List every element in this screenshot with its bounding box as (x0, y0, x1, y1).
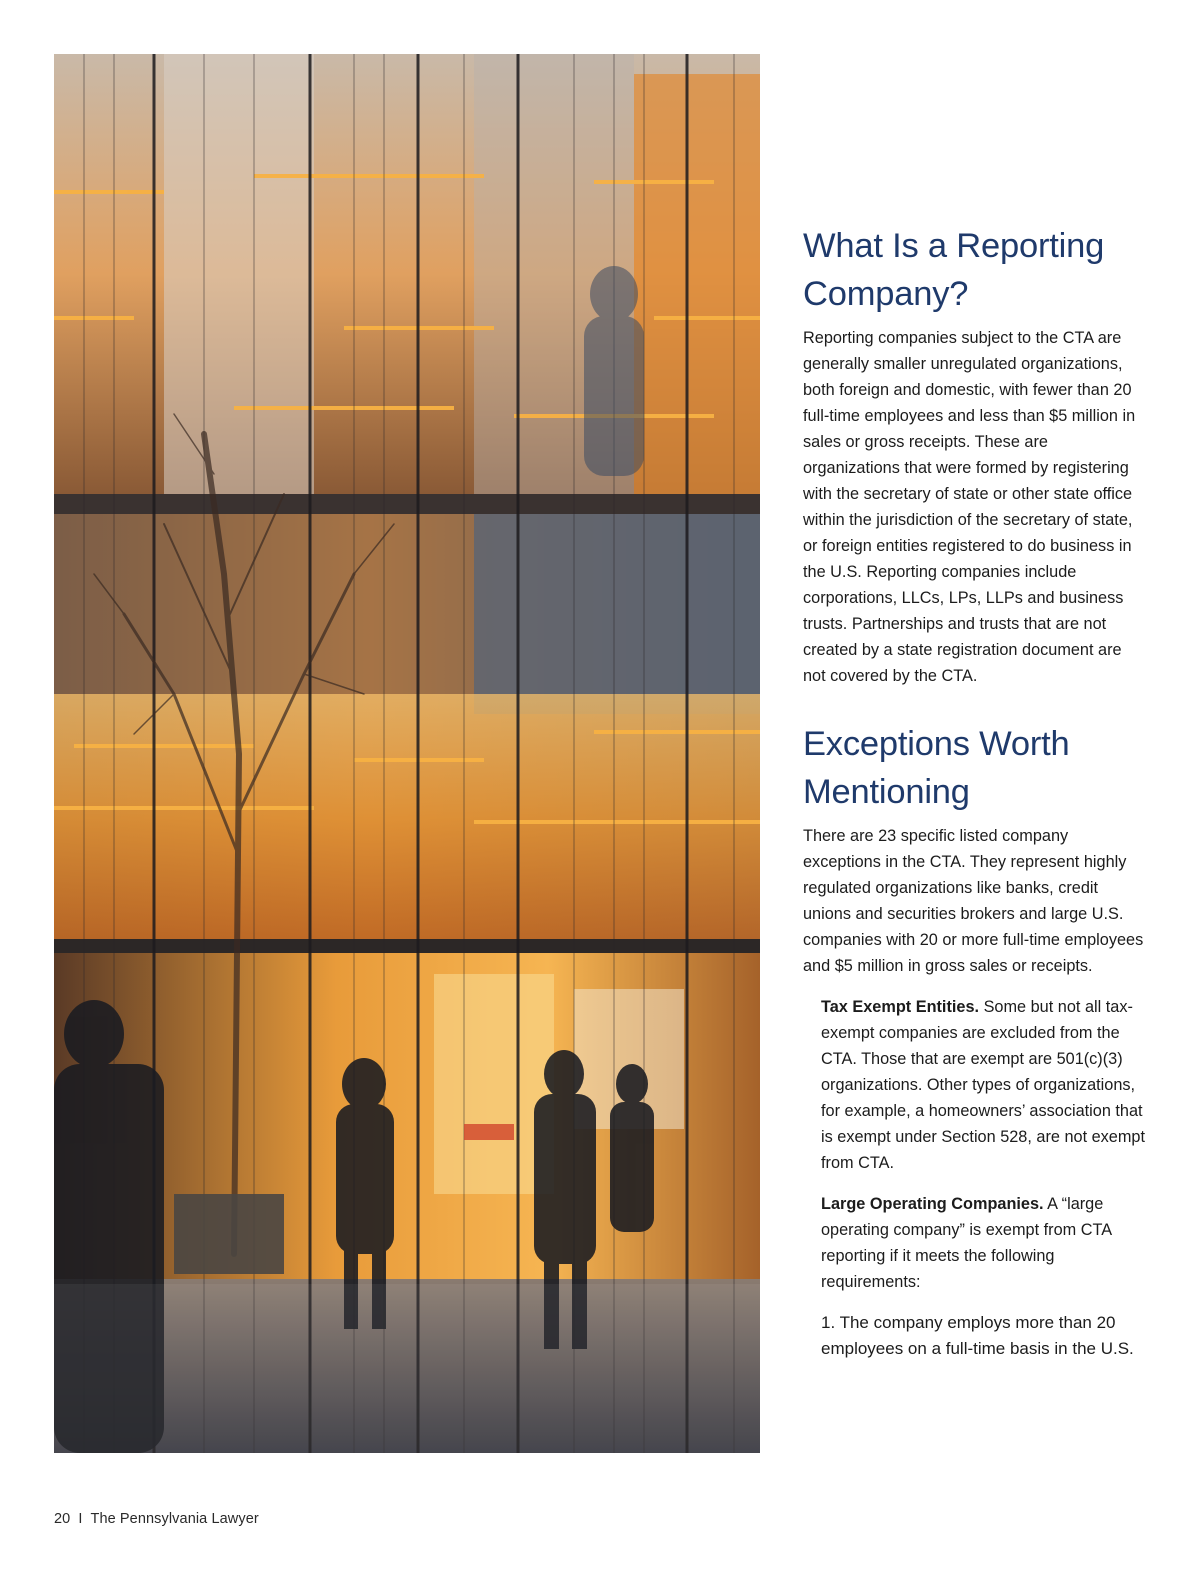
exception-item-lead: Tax Exempt Entities. (821, 998, 980, 1016)
section-heading-exceptions: Exceptions Worth Mentioning (803, 725, 1070, 811)
page-number: 20 (54, 1511, 71, 1527)
office-building-photo (54, 54, 760, 1453)
building-photo-illustration (54, 54, 760, 1453)
publication-name: The Pennsylvania Lawyer (90, 1511, 259, 1527)
exception-item-text: Some but not all tax-exempt companies are excluded from the CTA. Those that are exempt are 501(c)(3) organizations. Other types of organizations, for example, a homeowners’ association that is exempt under Section 528, are not exempt from CTA. (821, 998, 1146, 1172)
section-heading-reporting-company: What Is a Reporting Company? (803, 227, 1105, 313)
footer-separator: I (78, 1511, 83, 1527)
section-paragraph-exceptions: There are 23 specific listed company exceptions in the CTA. They represent highly regulated organizations like banks, credit unions and securities brokers and large U.S. companies with 20 or more full-time employees and $5 million in gross sales or receipts. (803, 827, 1144, 975)
section-paragraph-reporting-company: Reporting companies subject to the CTA are generally smaller unregulated organizations, both foreign and domestic, with fewer than 20 full-time employees and less than $5 million in sales or gross receipts. These are organizations that were formed by registering with the secretary of state or other state office within the jurisdiction of the secretary of state, or foreign entities registered to do business in the U.S. Reporting companies include corporations, LLCs, LPs, LLPs and business trusts. Partnerships and trusts that are not created by a state registration document are not covered by the CTA. (803, 329, 1136, 685)
exception-item-large-operating (821, 1191, 1148, 1295)
page-footer (54, 1511, 259, 1527)
article-column (803, 222, 1148, 1377)
exception-item-lead: Large Operating Companies. (821, 1195, 1044, 1213)
exception-item-text: A “large operating company” is exempt from CTA reporting if it meets the following requirements: (821, 1195, 1112, 1291)
exceptions-list (821, 994, 1148, 1362)
exception-item-tax-exempt (821, 994, 1148, 1176)
numbered-requirement: 1. The company employs more than 20 employees on a full-time basis in the U.S. (821, 1313, 1134, 1358)
